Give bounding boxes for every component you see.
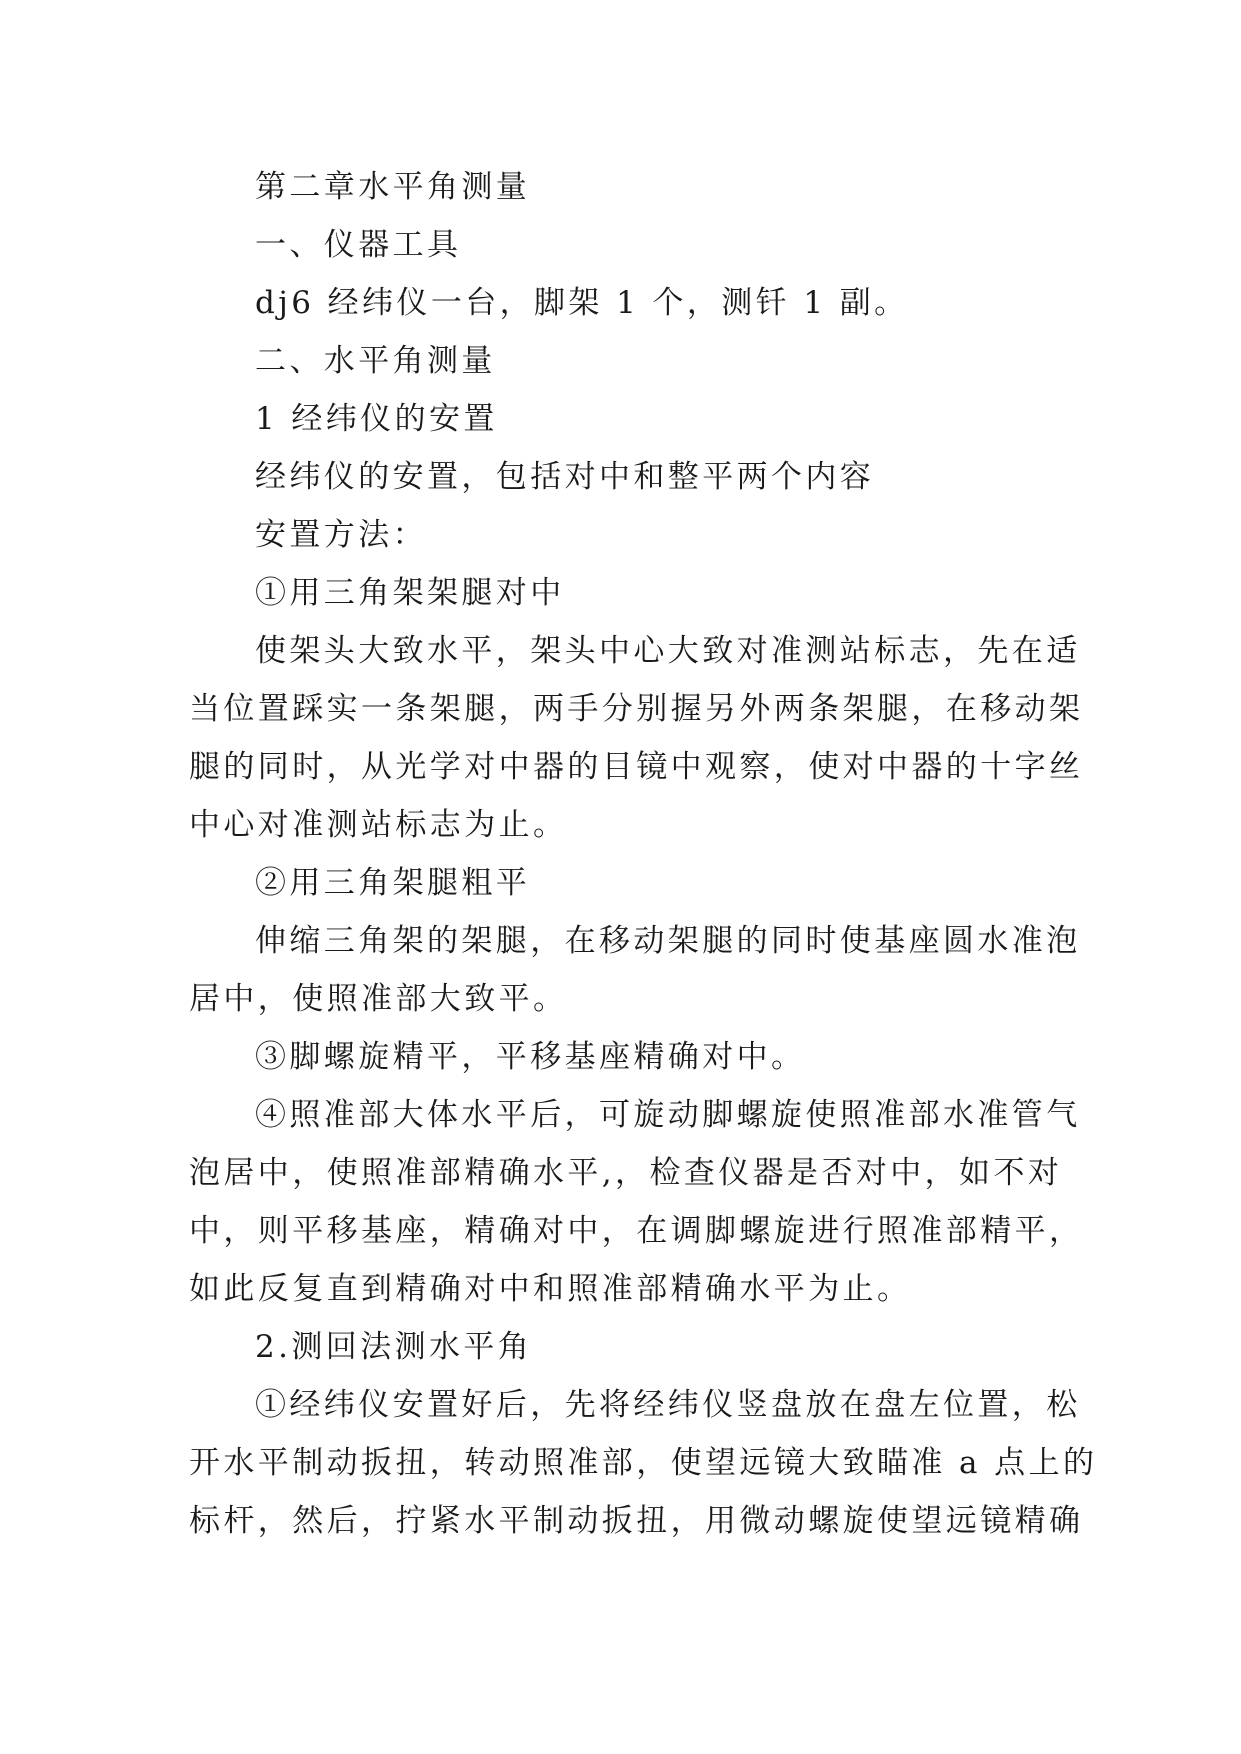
paragraph-line: 中心对准测站标志为止。	[189, 807, 568, 843]
step-heading: ③脚螺旋精平，平移基座精确对中。	[255, 1039, 806, 1075]
paragraph-line: 泡居中，使照准部精确水平,，检查仪器是否对中，如不对	[189, 1155, 1063, 1191]
section-heading: 二、水平角测量	[255, 343, 496, 379]
paragraph-line: ①经纬仪安置好后，先将经纬仪竖盘放在盘左位置，松	[255, 1387, 1081, 1423]
paragraph-line: ④照准部大体水平后，可旋动脚螺旋使照准部水准管气	[255, 1097, 1081, 1133]
paragraph-line: 腿的同时，从光学对中器的目镜中观察，使对中器的十字丝	[189, 749, 1084, 785]
document-body	[189, 158, 1098, 1550]
paragraph-line: 伸缩三角架的架腿，在移动架腿的同时使基座圆水准泡	[255, 923, 1081, 959]
paragraph-line: 中，则平移基座，精确对中，在调脚螺旋进行照准部精平，	[189, 1213, 1084, 1249]
subsection-heading: 1 经纬仪的安置	[255, 401, 498, 437]
chapter-title: 第二章水平角测量	[255, 169, 531, 205]
paragraph-line: 使架头大致水平，架头中心大致对准测站标志，先在适	[255, 633, 1081, 669]
paragraph-line: dj6 经纬仪一台，脚架 1 个，测钎 1 副。	[255, 285, 909, 321]
paragraph-line: 标杆，然后，拧紧水平制动扳扭，用微动螺旋使望远镜精确	[189, 1503, 1084, 1539]
section-heading: 一、仪器工具	[255, 227, 462, 263]
paragraph-line: 安置方法：	[255, 517, 427, 553]
paragraph-line: 当位置踩实一条架腿，两手分别握另外两条架腿，在移动架	[189, 691, 1084, 727]
paragraph-line: 经纬仪的安置，包括对中和整平两个内容	[255, 459, 875, 495]
step-heading: ①用三角架架腿对中	[255, 575, 565, 611]
paragraph-line: 居中，使照准部大致平。	[189, 981, 568, 1017]
step-heading: ②用三角架腿粗平	[255, 865, 531, 901]
paragraph-line: 开水平制动扳扭，转动照准部，使望远镜大致瞄准 a 点上的	[189, 1445, 1098, 1481]
paragraph-line: 如此反复直到精确对中和照准部精确水平为止。	[189, 1271, 912, 1307]
subsection-heading: 2.测回法测水平角	[255, 1329, 533, 1365]
